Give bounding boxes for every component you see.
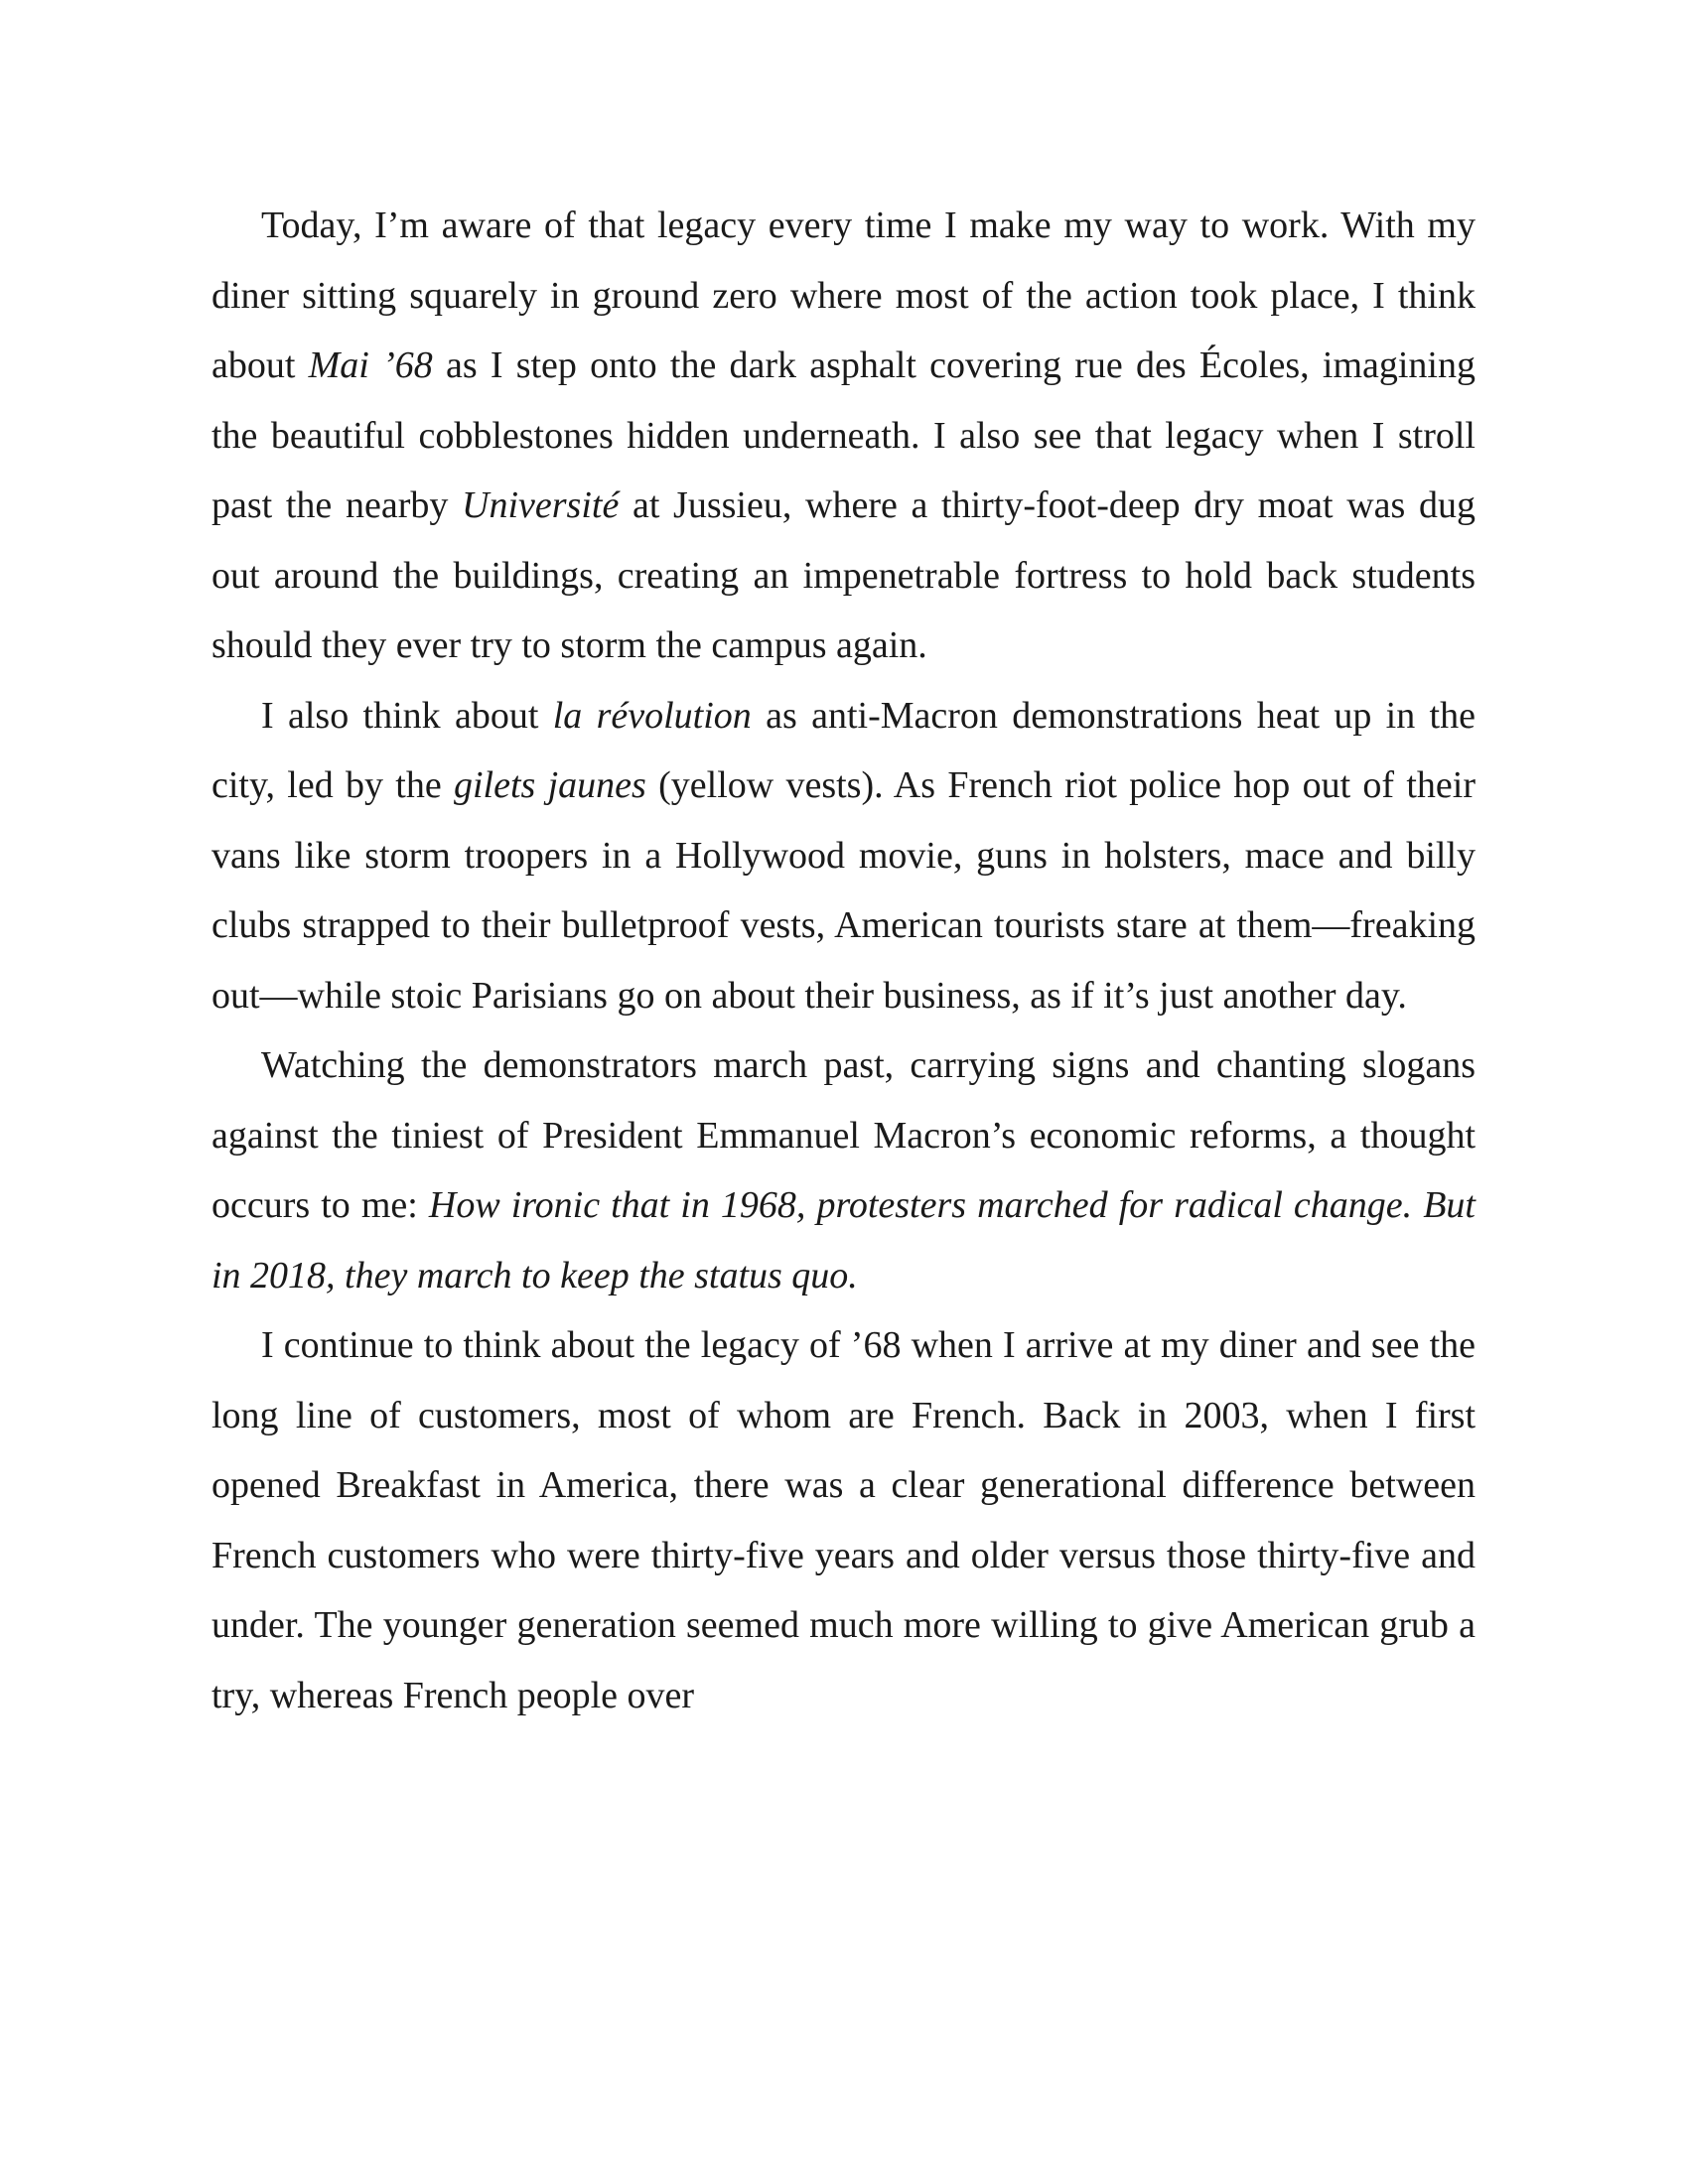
paragraph-4 [211,1310,1476,1730]
paragraph-1 [211,191,1476,681]
text-run: Watching the demonstrators march past, carrying signs and chanting slogans against the tiniest of President Emmanuel Macron’s economic reforms, a thought occurs to me: [211,1044,1476,1226]
body-text [211,191,1476,1730]
italic-text-run: Mai ’68 [308,344,433,386]
text-run: I continue to think about the legacy of ’68 when I arrive at my diner and see the long line of customers, most of whom are French. Back in 2003, when I first opened Breakfast in America, there was a clear generational difference between French customers who were thirty-five years and older versus those thirty-five and under. The younger generation seemed much more willing to give American grub a try, whereas French people over [211,1324,1476,1716]
italic-text-run: la révolution [552,694,752,737]
text-run: Today, I’m aware of that legacy every time I make my way to work. With my diner sitting squarely in ground zero where most of the action took place, I think about [211,205,1476,386]
paragraph-3 [211,1030,1476,1310]
text-run: at Jussieu, where a thirty-foot-deep dry moat was dug out around the buildings, creating an impenetrable fortress to hold back students should they ever try to storm the campus again. [211,484,1476,666]
paragraph-2 [211,681,1476,1031]
text-run: as anti-Macron demonstrations heat up in the city, led by the [211,694,1476,806]
italic-text-run: Université [462,484,620,526]
text-run: I also think about [261,694,553,737]
italic-text-run: How ironic that in 1968, protesters marched for radical change. But in 2018, they march to keep the status quo. [211,1184,1476,1297]
italic-text-run: gilets jaunes [454,764,646,806]
text-run: as I step onto the dark asphalt covering rue des Écoles, imagining the beautiful cobblestones hidden underneath. I also see that legacy when I stroll past the nearby [211,344,1476,526]
text-run: (yellow vests). As French riot police hop out of their vans like storm troopers in a Hollywood movie, guns in holsters, mace and billy clubs strapped to their bulletproof vests, American tourists stare at them—freaking out—while stoic Parisians go on about their business, as if it’s just another day. [211,764,1476,1017]
